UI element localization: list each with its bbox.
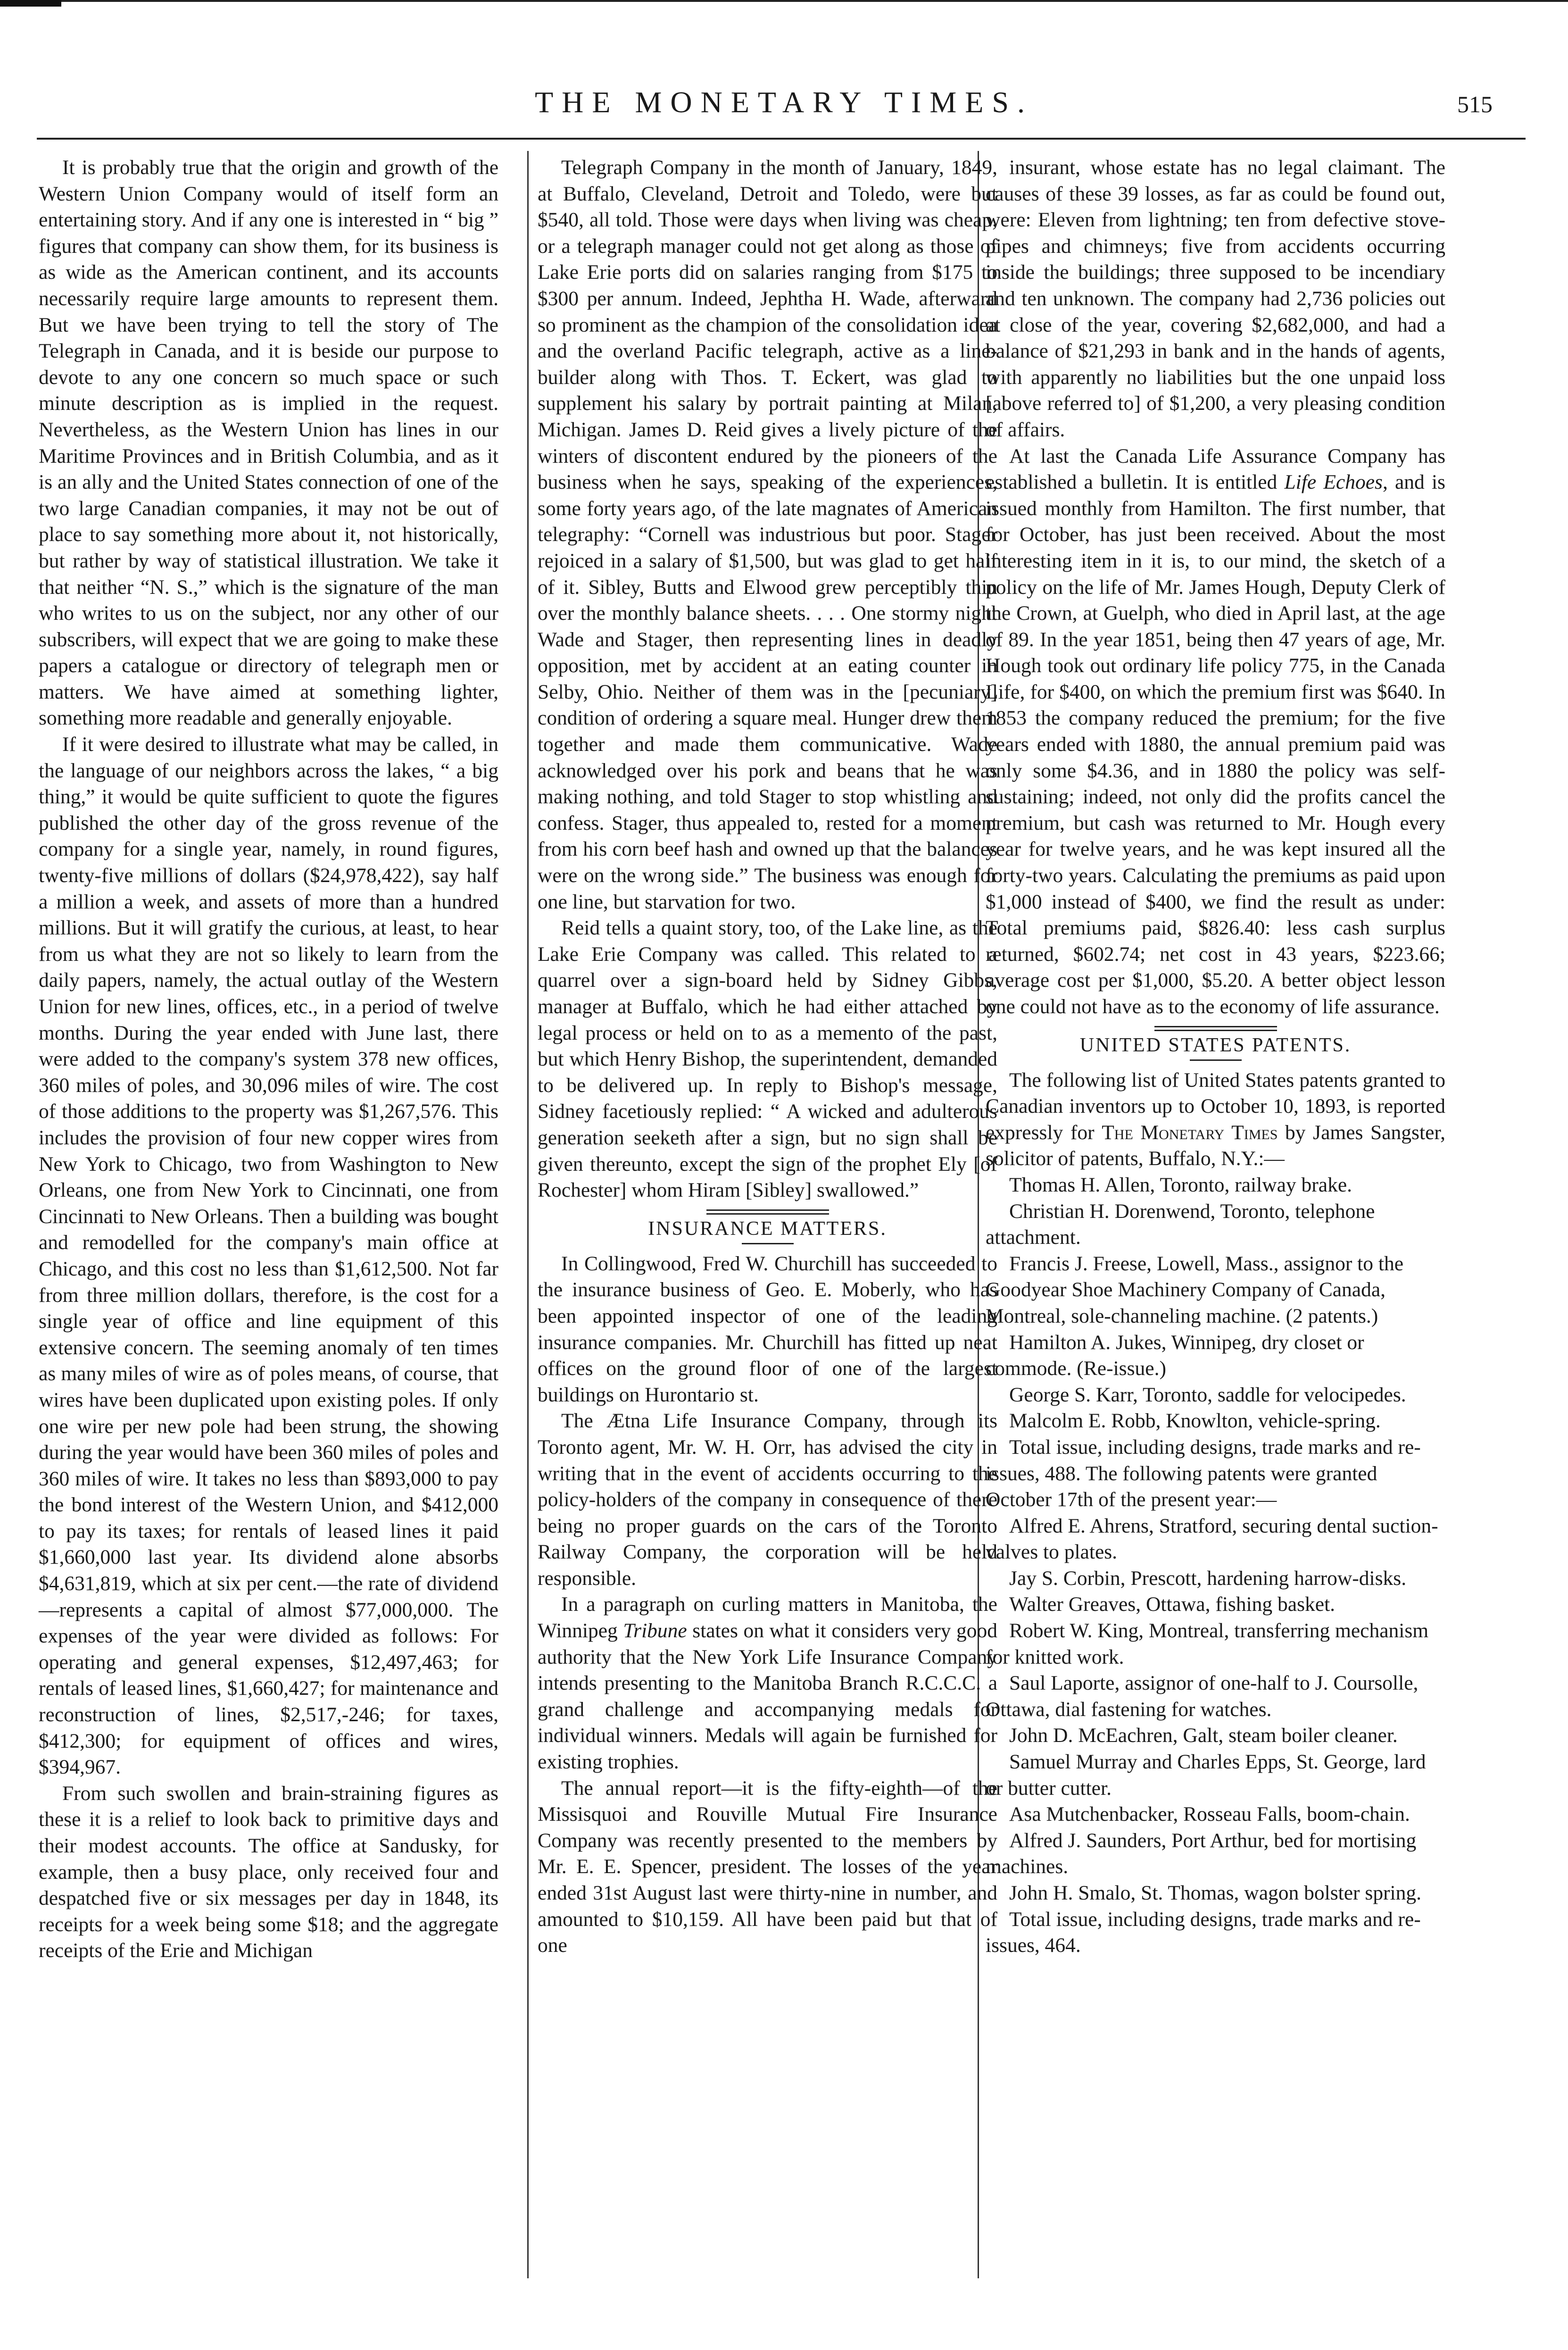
paragraph: Telegraph Company in the month of January, 1849, at Buffalo, Cleveland, Detroit and Toledo, were but $540, all told. Those were days when living was cheap, or a telegraph manager could not get along as those of Lake Erie ports did on salaries ranging from $175 to $300 per annum. Indeed, Jephtha H. Wade, afterward so prominent as the champion of the consolidation idea and the overland Pacific telegraph, active as a line-builder along with Thos. T. Eckert, was glad to supplement his salary by portrait painting at Milan, Michigan. James D. Reid gives a lively picture of the winters of discontent endured by the pioneers of the business when he says, speaking of the experiences, some forty years ago, of the late magnates of American telegraphy: “Cornell was industrious but poor. Stager rejoiced in a salary of $1,500, but was glad to get half of it. Sibley, Butts and Elwood grew perceptibly thin over the monthly balance sheets. . . . One stormy night Wade and Stager, then representing lines in deadly opposition, met by accident at an eating counter in Selby, Ohio. Neither of them was in the [pecuniary] condition of ordering a square meal. Hunger drew them together and made them communicative. Wade acknowledged over his pork and beans that he was making nothing, and told Stager to stop whistling and confess. Stager, thus appealed to, rested for a moment from his corn beef hash and owned up that the balances were on the wrong side.” The business was enough for one line, but starvation for two. — [538, 156, 997, 913]
section-rule — [706, 1209, 829, 1215]
paragraph — [986, 1067, 1445, 1172]
bulletin-name: Life Echoes — [1284, 471, 1383, 494]
list-item: Christian H. Dorenwend, Toronto, telephone attachment. — [986, 1200, 1375, 1249]
patent-list-2 — [986, 1513, 1445, 1959]
list-item: Asa Mutchenbacker, Rosseau Falls, boom-chain. — [1009, 1803, 1410, 1826]
section-heading-patents: UNITED STATES PATENTS. — [1079, 1034, 1352, 1056]
text-run: states on what it considers very good authority that the New York Life Insurance Company intends presenting to the Manitoba Branch R.C.C.C. a grand challenge and accompanying medals for individual winners. Medals will again be furnished for existing trophies. — [538, 1619, 997, 1774]
publication-name: The Monetary Times — [1102, 1121, 1278, 1144]
header-rule — [37, 138, 1526, 140]
list-item: George S. Karr, Toronto, saddle for velocipedes. — [1009, 1383, 1406, 1406]
text-run: At last the Canada Life Assurance Company has established a bulletin. It is entitled — [986, 444, 1445, 494]
list-item: Jay S. Corbin, Prescott, hardening harrow-disks. — [1009, 1567, 1407, 1590]
section-rule — [1154, 1026, 1277, 1031]
text-run: by James Sangster, solicitor of patents, Buffalo, N.Y.:— — [986, 1121, 1445, 1170]
paragraph: It is probably true that the origin and growth of the Western Union Company would of itself form an entertaining story. And if any one is interested in “ big ” figures that company can show them, for its business is as wide as the American continent, and its accounts necessarily require large amounts to represent them. But we have been trying to tell the story of The Telegraph in Canada, and it is beside our purpose to devote to any one concern so much space or such minute description as is implied in the request. Nevertheless, as the Western Union has lines in our Maritime Provinces and in British Columbia, and as it is an ally and the United States connection of one of the two large Canadian companies, it may not be out of place to say something more about it, not historically, but rather by way of statistical illustration. We take it that neither “N. S.,” which is the signature of the man who writes to us on the subject, nor any other of our subscribers, will expect that we are going to make these papers a catalogue or directory of telegraph men or matters. We have aimed at something lighter, something more readable and generally enjoyable. — [39, 156, 498, 730]
paragraph: If it were desired to illustrate what may be called, in the language of our neighbors across the lakes, “ a big thing,” it would be quite sufficient to quote the figures published the other day of the gross revenue of the company for a single year, namely, in round figures, twenty-five millions of dollars ($24,978,422), say half a million a week, and assets of more than a hundred millions. But it will gratify the curious, at least, to hear from us what they are not so likely to learn from the daily papers, namely, the actual outlay of the Western Union for new lines, offices, etc., in a period of twelve months. During the year ended with June last, there were added to the company's system 378 new offices, 360 miles of poles, and 30,096 miles of wire. The cost of those additions to the property was $1,267,576. This includes the provision of four new copper wires from New York to Chicago, two from Washington to New Orleans, one from New York to Cincinnati, one from Cincinnati to New Orleans. Then a building was bought and remodelled for the company's main office at Chicago, and this cost no less than $1,612,500. Not far from three million dollars, therefore, is the cost for a single year of office and line equipment of this extensive concern. The seeming anomaly of ten times as many miles of wire as of poles means, of course, that wires have been duplicated upon existing poles. If only one wire per new pole had been strung, the showing during the year would have been 360 miles of poles and 360 miles of wire. It takes no less than $893,000 to pay the bond interest of the Western Union, and $412,000 to pay its taxes; for rentals of leased lines it paid $1,660,000 last year. Its dividend alone absorbs $4,631,819, which at six per cent.—the rate of dividend—represents a capital of almost $77,000,000. The expenses of the year were divided as follows: For operating and general expenses, $12,497,463; for rentals of leased lines, $1,660,427; for maintenance and reconstruction of lines, $2,517,-246; for taxes, $412,300; for equipment of offices and wires, $394,967. — [39, 733, 498, 1779]
column-2 — [538, 155, 997, 1959]
list-item: Walter Greaves, Ottawa, fishing basket. — [1009, 1593, 1336, 1616]
list-item: Samuel Murray and Charles Epps, St. George, lard or butter cutter. — [986, 1750, 1426, 1800]
list-item: Alfred J. Saunders, Port Arthur, bed for mortising machines. — [986, 1829, 1417, 1878]
list-item: John H. Smalo, St. Thomas, wagon bolster spring. — [1009, 1882, 1422, 1904]
list-item: Total issue, including designs, trade marks and re-issues, 464. — [986, 1908, 1421, 1957]
top-edge-rule — [0, 0, 1568, 2]
text-run: The following list of United States patents granted to Canadian inventors up to October 10, 1893, is reported expressly for — [986, 1068, 1445, 1144]
section-rule-short — [742, 1243, 794, 1244]
list-item: Thomas H. Allen, Toronto, railway brake. — [1009, 1173, 1352, 1196]
paragraph — [538, 1592, 997, 1775]
list-item: Malcolm E. Robb, Knowlton, vehicle-spring. — [1009, 1409, 1381, 1433]
paragraph: In Collingwood, Fred W. Churchill has succeeded to the insurance business of Geo. E. Moberly, who has been appointed inspector of one of the leading insurance companies. Mr. Churchill has fitted up neat offices on the ground floor of one of the largest buildings on Hurontario st. — [538, 1252, 997, 1406]
section-rule-short — [1190, 1059, 1242, 1061]
column-divider-1 — [527, 151, 529, 2278]
publication-title: THE MONETARY TIMES. — [535, 85, 1033, 119]
list-item: Saul Laporte, assignor of one-half to J. Coursolle, Ottawa, dial fastening for watches. — [986, 1672, 1419, 1721]
column-3 — [986, 155, 1445, 1959]
section-heading-insurance: INSURANCE MATTERS. — [648, 1217, 887, 1240]
paragraph: insurant, whose estate has no legal claimant. The causes of these 39 losses, as far as could be found out, were: Eleven from lightning; ten from defective stove-pipes and chimneys; five from accidents occurring inside the buildings; three supposed to be incendiary and ten unknown. The company had 2,736 policies out at close of the year, covering $2,682,000, and had a balance of $21,293 in bank and in the hands of agents, with apparently no liabilities but the one unpaid loss [above referred to] of $1,200, a very pleasing condition of affairs. — [986, 156, 1445, 441]
list-item: John D. McEachren, Galt, steam boiler cleaner. — [1009, 1724, 1398, 1747]
list-item: Hamilton A. Jukes, Winnipeg, dry closet or commode. (Re-issue.) — [986, 1331, 1364, 1380]
newspaper-name: Tribune — [623, 1619, 687, 1642]
paragraph: The Ætna Life Insurance Company, through its Toronto agent, Mr. W. H. Orr, has advised the city in writing that in the event of accidents occurring to the policy-holders of the company in consequence of there being no proper guards on the cars of the Toronto Railway Company, the corporation will be held responsible. — [538, 1409, 997, 1590]
list-item: Francis J. Freese, Lowell, Mass., assignor to the Goodyear Shoe Machinery Company of Canada, Montreal, sole-channeling machine. (2 patents.) — [986, 1252, 1404, 1327]
text-run: , and is issued monthly from Hamilton. The first number, that for October, has just been received. About the most interesting item in it is, to our mind, the sketch of a policy on the life of Mr. James Hough, Deputy Clerk of the Crown, at Guelph, who died in April last, at the age of 89. In the year 1851, being then 47 years of age, Mr. Hough took out ordinary life policy 775, in the Canada Life, for $400, on which the premium first was $640. In 1853 the company reduced the premium; for the five years ended with 1880, the annual premium paid was only some $4.36, and in 1880 the policy was self-sustaining; indeed, not only did the profits cancel the premium, but cash was returned to Mr. Hough every year for twelve years, and he was kept insured all the forty-two years. Calculating the premiums as paid upon $1,000 instead of $400, we find the result as under: Total premiums paid, $826.40: less cash surplus returned, $602.74; net cost in 43 years, $223.66; average cost per $1,000, $5.20. A better object lesson one could not have as to the economy of life assurance. — [986, 471, 1445, 1018]
page-number: 515 — [1457, 91, 1493, 117]
paragraph: Reid tells a quaint story, too, of the Lake line, as the Lake Erie Company was called. This related to a quarrel over a sign-board held by Sidney Gibbs, manager at Buffalo, which he had either attached by legal process or held on to as a memento of the past, but which Henry Bishop, the superintendent, demanded to be delivered up. In reply to Bishop's message, Sidney facetiously replied: “ A wicked and adulterous generation seeketh after a sign, but no sign shall be given thereunto, except the sign of the prophet Ely [of Rochester] whom Hiram [Sibley] swallowed.” — [538, 917, 997, 1202]
text-run: In a paragraph on curling matters in Manitoba, the Winnipeg — [538, 1593, 997, 1642]
paragraph: The annual report—it is the fifty-eighth—of the Missisquoi and Rouville Mutual Fire Insurance Company was recently presented to the members by Mr. E. E. Spencer, president. The losses of the year ended 31st August last were thirty-nine in number, and amounted to $10,159. All have been paid but that of one — [538, 1776, 997, 1957]
column-1 — [39, 155, 498, 1964]
masthead — [0, 85, 1568, 132]
list-item: Total issue, including designs, trade marks and re-issues, 488. The following patents were granted October 17th of the present year:— — [986, 1435, 1421, 1511]
paragraph: From such swollen and brain-straining figures as these it is a relief to look back to primitive days and their modest accounts. The office at Sandusky, for example, then a busy place, only received four and despatched five or six messages per day in 1848, its receipts for a week being some $18; and the aggregate receipts of the Erie and Michigan — [39, 1782, 498, 1962]
list-item: Alfred E. Ahrens, Stratford, securing dental suction-valves to plates. — [986, 1514, 1438, 1564]
corner-mark — [0, 0, 61, 7]
patent-list-1 — [986, 1172, 1445, 1513]
list-item: Robert W. King, Montreal, transferring mechanism for knitted work. — [986, 1619, 1429, 1668]
paragraph — [986, 443, 1445, 1020]
